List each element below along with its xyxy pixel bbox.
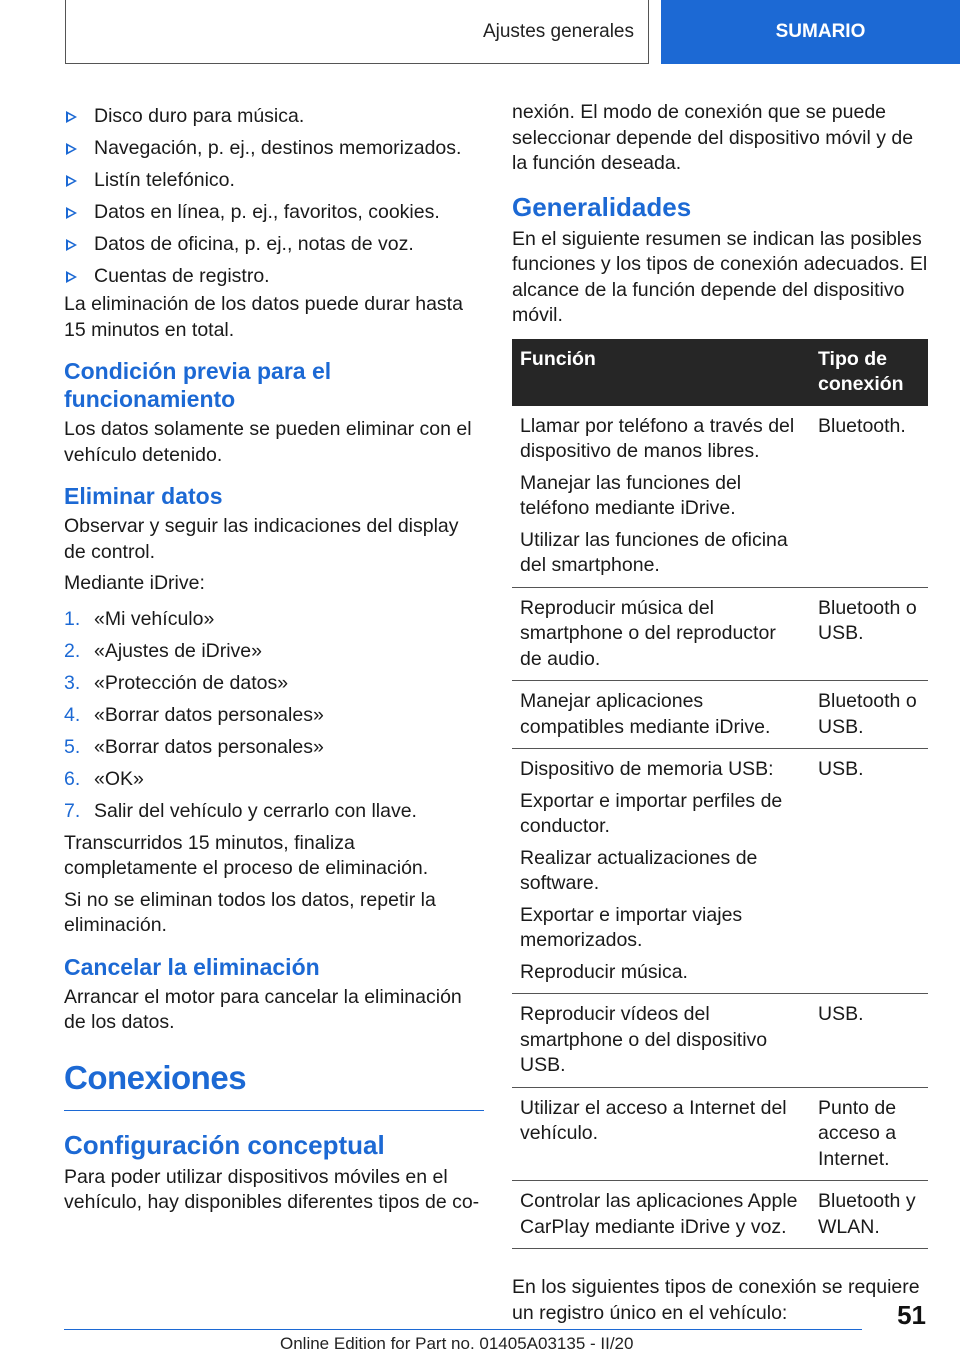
type-cell: Bluetooth o USB. (810, 681, 928, 749)
list-item: Navegación, p. ej., destinos memorizados. (64, 132, 484, 164)
heading-concept: Configuración conceptual (64, 1129, 385, 1160)
register-paragraph: En los siguientes tipos de conexión se requiere un registro único en el vehículo: (512, 1276, 920, 1324)
list-item: Disco duro para música. (64, 100, 484, 132)
cancel-paragraph: Arrancar el motor para cancelar la eliminación de los datos. (64, 985, 462, 1033)
function-cell: Reproducir vídeos del smartphone o del dispositivo USB. (512, 994, 810, 1088)
bullet-triangle-icon (66, 207, 77, 219)
type-cell: Bluetooth y WLAN. (810, 1181, 928, 1249)
summary-button-label: SUMARIO (775, 21, 866, 42)
step-item: 5. «Borrar datos personales» (64, 735, 324, 758)
header-section-title (65, 0, 649, 64)
footer-edition: Online Edition for Part no. 01405A03135 - II/20 (280, 1334, 634, 1353)
heading-condition: Condición previa para el funcionamiento (64, 358, 332, 412)
list-item: Cuentas de registro. (64, 260, 484, 292)
delete-steps (64, 603, 484, 827)
table-row (512, 1087, 928, 1181)
type-cell: Bluetooth o USB. (810, 587, 928, 681)
table-row (512, 587, 928, 681)
function-cell: Dispositivo de memoria USB: Exportar e importar perfiles de conductor. Realizar actualizaciones de software. Exportar e importar viajes memorizados. Reproducir música. (512, 749, 810, 994)
step-item: 7. Salir del vehículo y cerrarlo con llave. (64, 799, 417, 822)
delete-paragraph: Observar y seguir las indicaciones del display de control. (64, 515, 459, 563)
bullet-triangle-icon (66, 175, 77, 187)
bullet-triangle-icon (66, 111, 77, 123)
bullet-triangle-icon (66, 239, 77, 251)
function-cell: Controlar las aplicaciones Apple CarPlay mediante iDrive y voz. (512, 1181, 810, 1249)
function-cell: Utilizar el acceso a Internet del vehículo. (512, 1087, 810, 1181)
table-row (512, 406, 928, 588)
heading-cancel: Cancelar la eliminación (64, 953, 320, 980)
heading-general: Generalidades (512, 191, 692, 222)
column-header-function: Función (512, 339, 810, 406)
function-cell: Reproducir música del smartphone o del reproductor de audio. (512, 587, 810, 681)
data-types-list (64, 100, 484, 292)
heading-connections: Conexiones (64, 1058, 484, 1111)
left-column (64, 100, 484, 1222)
after-paragraph-2: Si no se eliminan todos los datos, repetir la eliminación. (64, 888, 436, 936)
list-item: Datos en línea, p. ej., favoritos, cookies. (64, 196, 484, 228)
heading-delete-data: Eliminar datos (64, 483, 223, 509)
connections-table (512, 339, 928, 1250)
list-item: Listín telefónico. (64, 164, 484, 196)
list-item: Datos de oficina, p. ej., notas de voz. (64, 228, 484, 260)
after-paragraph-1: Transcurridos 15 minutos, finaliza completamente el proceso de eliminación. (64, 831, 429, 879)
bullet-triangle-icon (66, 143, 77, 155)
summary-button[interactable] (661, 0, 960, 64)
type-cell: Bluetooth. (810, 406, 928, 588)
right-column (512, 100, 928, 1332)
function-cell: Manejar aplicaciones compatibles mediante iDrive. (512, 681, 810, 749)
type-cell: Punto de acceso a Internet. (810, 1087, 928, 1181)
step-item: 2. «Ajustes de iDrive» (64, 639, 262, 662)
section-title: Ajustes generales (482, 20, 634, 42)
table-row (512, 681, 928, 749)
table-header-row (512, 339, 928, 406)
footer-divider (64, 1329, 862, 1330)
function-cell: Llamar por teléfono a través del dispositivo de manos libres. Manejar las funciones del teléfono mediante iDrive. Utilizar las funciones de oficina del smartphone. (512, 406, 810, 588)
table-row (512, 994, 928, 1088)
page-number: 51 (897, 1300, 926, 1330)
concept-paragraph: Para poder utilizar dispositivos móviles en el vehículo, hay disponibles diferentes tipos de co- (64, 1165, 480, 1213)
step-item: 4. «Borrar datos personales» (64, 703, 324, 726)
column-header-type: Tipo de conexión (810, 339, 928, 406)
duration-paragraph: La eliminación de los datos puede durar hasta 15 minutos en total. (64, 293, 463, 341)
type-cell: USB. (810, 994, 928, 1088)
step-item: 6. «OK» (64, 767, 144, 790)
table-row (512, 1181, 928, 1249)
bullet-triangle-icon (66, 271, 77, 283)
idrive-paragraph: Mediante iDrive: (64, 572, 205, 594)
condition-paragraph: Los datos solamente se pueden eliminar con el vehículo detenido. (64, 418, 472, 466)
table-row (512, 749, 928, 994)
general-paragraph: En el siguiente resumen se indican las posibles funciones y los tipos de conexión adecuados. El alcance de la función depende del dispositivo móvil. (512, 227, 928, 326)
continued-paragraph: nexión. El modo de conexión que se puede seleccionar depende del dispositivo móvil y de la función deseada. (512, 101, 914, 174)
type-cell: USB. (810, 749, 928, 994)
step-item: 3. «Protección de datos» (64, 671, 289, 694)
step-item: 1. «Mi vehículo» (64, 607, 215, 630)
